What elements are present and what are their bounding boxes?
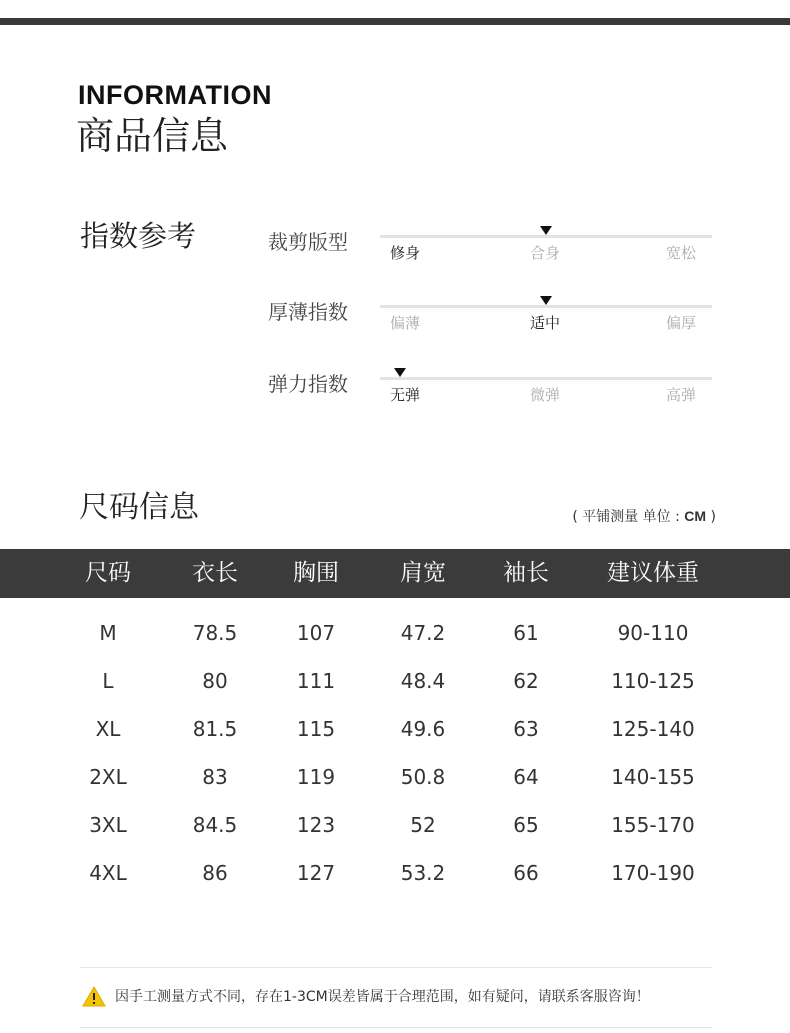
scale-track (380, 235, 712, 238)
measurement-note: 因手工测量方式不同，存在1-3CM误差皆属于合理范围，如有疑问，请联系客服咨询！ (115, 989, 650, 1005)
table-row (0, 849, 790, 897)
table-cell: XL (95, 717, 121, 741)
scale-marker-icon (540, 296, 552, 305)
table-cell: 90-110 (617, 621, 689, 645)
table-cell: 48.4 (400, 669, 446, 693)
scale-option: 偏厚 (666, 314, 697, 332)
table-cell: 83 (202, 765, 228, 789)
scale-label: 裁剪版型 (268, 230, 348, 254)
column-header: 肩宽 (400, 560, 446, 586)
section-title-en: INFORMATION (78, 80, 272, 110)
table-cell: 115 (296, 717, 336, 741)
scale-option: 无弹 (390, 386, 421, 404)
table-cell: 66 (513, 861, 539, 885)
size-note-prefix: ( 平铺测量 单位 : (572, 509, 685, 525)
scale-fit (268, 228, 718, 278)
column-header: 胸围 (293, 560, 339, 586)
scale-track (380, 305, 712, 308)
table-row (0, 609, 790, 657)
table-cell: 50.8 (400, 765, 446, 789)
index-title: 指数参考 (80, 219, 197, 253)
table-cell: 65 (513, 813, 539, 837)
section-title-cn: 商品信息 (76, 114, 229, 158)
column-header: 衣长 (192, 560, 238, 586)
scale-track (380, 377, 712, 380)
scale-option: 宽松 (666, 244, 697, 262)
table-cell: 64 (513, 765, 539, 789)
scale-marker-icon (540, 226, 552, 235)
column-header: 袖长 (503, 560, 549, 586)
table-cell: 80 (202, 669, 228, 693)
table-cell: 52 (410, 813, 436, 837)
table-row (0, 753, 790, 801)
table-cell: 86 (202, 861, 228, 885)
table-cell: 81.5 (192, 717, 238, 741)
warning-icon (82, 986, 106, 1007)
scale-option: 修身 (390, 244, 421, 262)
scale-option: 高弹 (666, 386, 697, 404)
table-cell: 61 (513, 621, 539, 645)
table-row (0, 801, 790, 849)
table-cell: 47.2 (400, 621, 446, 645)
column-header: 尺码 (85, 560, 131, 586)
top-divider (0, 18, 790, 25)
table-cell: 111 (296, 669, 336, 693)
scale-elasticity (268, 370, 718, 420)
table-cell: 4XL (89, 861, 127, 885)
size-note-suffix: ) (706, 509, 716, 525)
table-cell: 170-190 (611, 861, 695, 885)
scale-option: 适中 (530, 314, 561, 332)
table-cell: 119 (296, 765, 336, 789)
size-title: 尺码信息 (79, 490, 199, 525)
table-cell: 123 (296, 813, 336, 837)
scale-option: 合身 (530, 244, 561, 262)
scale-thickness (268, 298, 718, 348)
scale-label: 厚薄指数 (268, 300, 348, 324)
column-header: 建议体重 (607, 560, 699, 586)
size-note-unit: CM (684, 508, 707, 524)
table-cell: 63 (513, 717, 539, 741)
table-cell: 78.5 (192, 621, 238, 645)
table-cell: 140-155 (611, 765, 695, 789)
scale-option: 偏薄 (390, 314, 421, 332)
table-cell: 2XL (89, 765, 127, 789)
scale-marker-icon (394, 368, 406, 377)
table-cell: 3XL (89, 813, 127, 837)
table-cell: L (102, 669, 114, 693)
table-cell: 155-170 (611, 813, 695, 837)
table-row (0, 705, 790, 753)
scale-option: 微弹 (530, 386, 561, 404)
table-cell: 107 (296, 621, 336, 645)
size-table-header (0, 549, 790, 598)
table-cell: 125-140 (611, 717, 695, 741)
table-cell: 110-125 (611, 669, 695, 693)
table-cell: 127 (296, 861, 336, 885)
table-row (0, 657, 790, 705)
footer-divider-bottom (80, 1027, 712, 1028)
table-cell: 49.6 (400, 717, 446, 741)
table-cell: 84.5 (192, 813, 238, 837)
footer-divider-top (80, 967, 712, 968)
top-spacer (0, 0, 790, 18)
table-cell: M (99, 621, 117, 645)
table-cell: 62 (513, 669, 539, 693)
table-cell: 53.2 (400, 861, 446, 885)
size-note (572, 506, 716, 527)
scale-label: 弹力指数 (268, 372, 348, 396)
